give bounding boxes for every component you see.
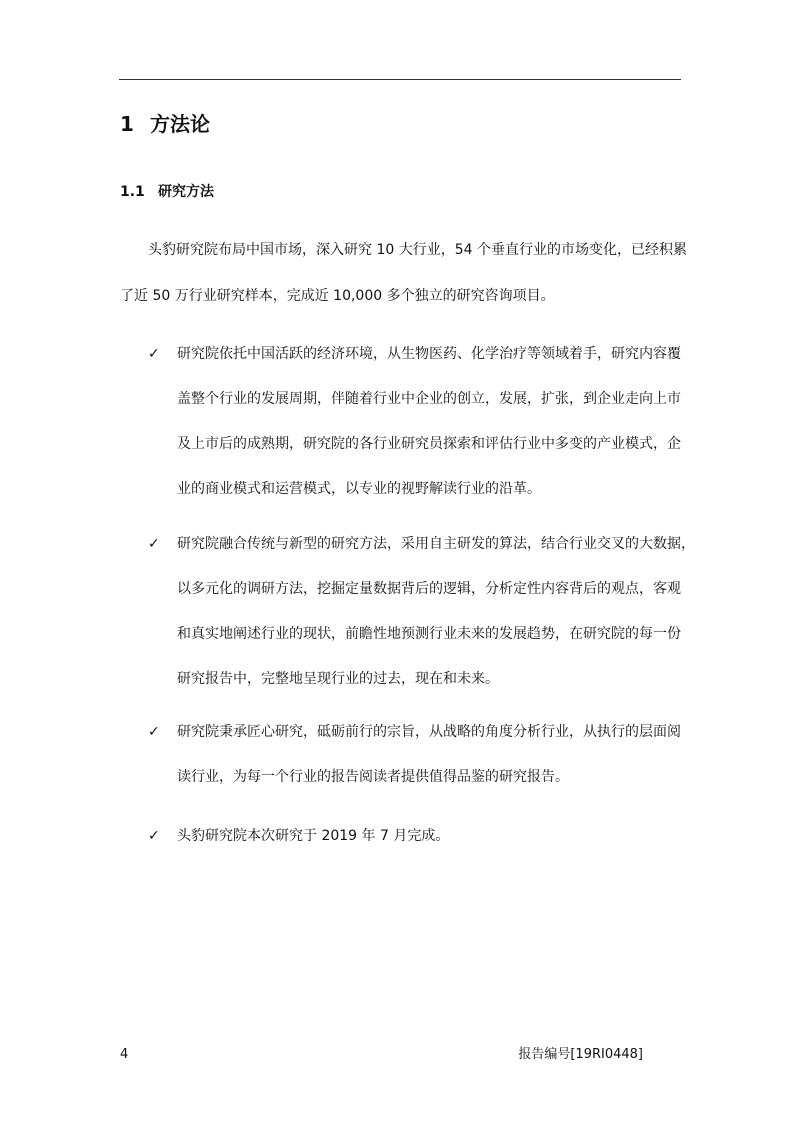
bullet-line: 研究报告中，完整地呈现行业的过去，现在和未来。 xyxy=(177,671,499,687)
bullet-line: 研究院依托中国活跃的经济环境，从生物医药、化学治疗等领域着手，研究内容覆 xyxy=(177,346,681,362)
bullet-line: 研究院融合传统与新型的研究方法，采用自主研发的算法，结合行业交叉的大数据， xyxy=(177,536,695,552)
subsection-title: 研究方法 xyxy=(158,184,214,200)
bullet-line: 和真实地阐述行业的现状，前瞻性地预测行业未来的发展趋势，在研究院的每一份 xyxy=(177,626,681,642)
bullet-line: 以多元化的调研方法，挖掘定量数据背后的逻辑，分析定性内容背后的观点，客观 xyxy=(177,581,681,597)
section-number: 1 xyxy=(120,112,134,136)
check-icon: ✓ xyxy=(148,536,160,552)
subsection-heading xyxy=(120,182,214,202)
section-heading xyxy=(120,110,210,138)
bullet-line: 研究院秉承匠心研究，砥砺前行的宗旨，从战略的角度分析行业，从执行的层面阅 xyxy=(177,724,681,740)
bullet-line: 读行业，为每一个行业的报告阅读者提供值得品鉴的研究报告。 xyxy=(177,769,569,785)
bullet-line: 头豹研究院本次研究于 2019 年 7 月完成。 xyxy=(177,828,450,844)
section-title: 方法论 xyxy=(150,112,210,136)
intro-line: 了近 50 万行业研究样本，完成近 10,000 多个独立的研究咨询项目。 xyxy=(120,288,555,304)
bullet-line: 业的商业模式和运营模式，以专业的视野解读行业的沿革。 xyxy=(177,481,541,497)
report-id: 报告编号[19RI0448] xyxy=(518,1047,643,1062)
header-rule xyxy=(119,79,681,80)
subsection-number: 1.1 xyxy=(120,184,145,200)
check-icon: ✓ xyxy=(148,724,160,740)
bullet-line: 及上市后的成熟期，研究院的各行业研究员探索和评估行业中多变的产业模式，企 xyxy=(177,436,681,452)
bullet-line: 盖整个行业的发展周期，伴随着行业中企业的创立，发展，扩张，到企业走向上市 xyxy=(177,391,681,407)
check-icon: ✓ xyxy=(148,346,160,362)
check-icon: ✓ xyxy=(148,828,160,844)
page-number: 4 xyxy=(120,1047,129,1062)
intro-line: 头豹研究院布局中国市场，深入研究 10 大行业，54 个垂直行业的市场变化，已经积累 xyxy=(148,242,687,258)
